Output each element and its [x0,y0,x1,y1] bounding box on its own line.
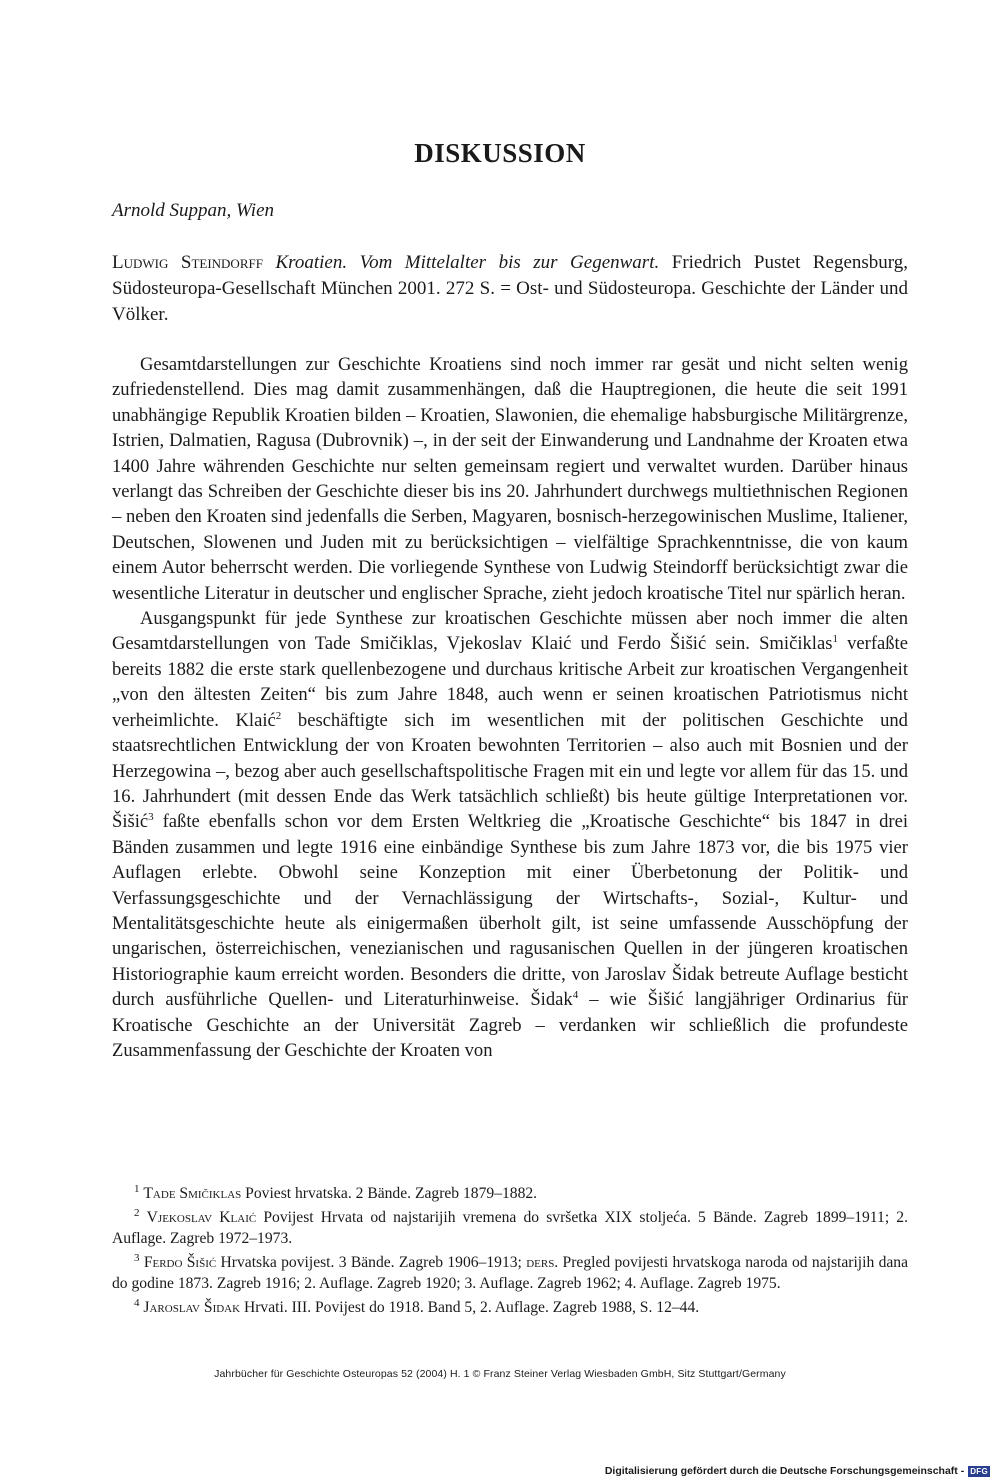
review-body [112,352,908,1063]
paragraph-2-part: – wie Šišić langjähriger Ordinarius für Kroatische Geschichte an der Universität Zagreb – verdanken wir schließlich die profundeste Zusammenfassung der Geschichte der Kroaten von [112,989,908,1061]
footnote-ref-2: 2 [275,709,282,722]
review-author: Arnold Suppan, Wien [112,200,275,221]
publication-details: Friedrich Pustet Regensburg, Südosteuropa-Gesellschaft München 2001. 272 S. = Ost- und Südosteuropa. Geschichte der Länder und Völker. [112,252,909,325]
footnote-ref-3: 3 [148,811,154,824]
footnote-3 [112,1252,908,1294]
footnote-number: 4 [134,1296,140,1309]
paragraph-2-part: beschäftigte sich im wesentlichen mit der politischen Geschichte und staatsrechtlichen Entwicklung der von Kroaten bewohnten Territorien – also auch mit Bosnien und der Herzegowina –, bezog aber auch gesellschaftspolitische Fragen mit ein und legte vor allem für das 15. und 16. Jahrhundert (mit dessen Ende das Werk tatsächlich schließt) bis heute gültige Interpretationen vor. Šišić [112,709,908,833]
digitization-notice [605,1465,990,1477]
footnote-text: Poviest hrvatska. 2 Bände. Zagreb 1879–1882. [241,1185,538,1202]
section-heading: DISKUSSION [414,138,586,168]
reviewed-book-citation [112,250,908,328]
book-author: Ludwig Steindorff [112,252,263,273]
dfg-logo: DFG [970,1466,988,1476]
digitization-text: Digitalisierung gefördert durch die Deutsche Forschungsgemeinschaft - [604,1465,965,1477]
paragraph-2-part: Ausgangspunkt für jede Synthese zur kroatischen Geschichte müssen aber noch immer die alten Gesamtdarstellungen von Tade Smičiklas, Vjekoslav Klaić und Ferdo Šišić sein. Smičiklas [112,608,908,655]
paragraph-2-part: verfaßte bereits 1882 die erste stark quellenbezogene und durchaus kritische Arbeit zur kroatischen Vergangenheit „von den ältesten Zeiten“ bis zum Jahre 1848, auch wenn er seinen kroatischen Patriotismus nicht verheimlichte. Klaić [112,633,908,731]
footnote-number: 2 [134,1206,140,1219]
footnote-author: Vjekoslav Klaić [146,1209,257,1226]
footnote-2 [112,1207,908,1249]
paragraph-2 [112,606,908,1063]
footnote-1 [112,1183,908,1204]
footnote-author: Jaroslav Šidak [143,1299,241,1316]
footnote-4 [112,1297,908,1318]
footnote-author: Tade Smičiklas [143,1185,242,1202]
footnote-number: 1 [134,1182,140,1195]
footnote-text: Povijest Hrvata od najstarijih vremena do svršetka XIX stoljeća. 5 Bände. Zagreb 1899–1911; 2. Auflage. Zagreb 1972–1973. [112,1209,908,1247]
journal-footer: Jahrbücher für Geschichte Osteuropas 52 (2004) H. 1 © Franz Steiner Verlag Wiesbaden GmbH, Sitz Stuttgart/Germany [214,1368,786,1380]
paragraph-1: Gesamtdarstellungen zur Geschichte Kroatiens sind noch immer rar gesät und nicht selten wenig zufriedenstellend. Dies mag damit zusammenhängen, daß die Hauptregionen, die heute die seit 1991 unabhängige Republik Kroatien bilden – Kroatien, Slawonien, die ehemalige habsburgische Militärgrenze, Istrien, Dalmatien, Ragusa (Dubrovnik) –, in der seit der Einwanderung und Landnahme der Kroaten etwa 1400 Jahre währenden Geschichte nur selten gemeinsam regiert und verwaltet wurden. Darüber hinaus verlangt das Schreiben der Geschichte dieser bis ins 20. Jahrhundert durchwegs multiethnischen Regionen – neben den Kroaten sind jedenfalls die Serben, Magyaren, bosnisch-herzegowinischen Muslime, Italiener, Deutschen, Slowenen und Juden mit zu berücksichtigen – vielfältige Sprachkenntnisse, die von kaum einem Autor beherrscht werden. Die vorliegende Synthese von Ludwig Steindorff berücksichtigt zwar die wesentliche Literatur in deutscher und englischer Sprache, zieht jedoch kroatische Titel nur spärlich heran. [112,354,908,604]
footnotes [112,1183,908,1321]
book-title: Kroatien. Vom Mittelalter bis zur Gegenwart. [275,252,660,273]
footnote-number: 3 [134,1251,140,1264]
footnote-author: Ferdo Šišić [143,1254,217,1271]
footnote-author-ibid: ders. [526,1254,559,1271]
footnote-text: Hrvatska povijest. 3 Bände. Zagreb 1906–1913; [216,1254,527,1271]
footnote-text: Hrvati. III. Povijest do 1918. Band 5, 2. Auflage. Zagreb 1988, S. 12–44. [240,1299,700,1316]
footnote-ref-1: 1 [832,633,838,646]
paragraph-2-part: faßte ebenfalls schon vor dem Ersten Weltkrieg die „Kroatische Geschichte“ bis 1847 in drei Bänden zusammen und legte 1916 eine einbändige Synthese bis zum Jahre 1873 vor, die bis 1975 vier Auflagen erlebte. Obwohl seine Konzeption mit einer Überbetonung der Politik- und Verfassungsgeschichte und der Vernachlässigung der Wirtschafts-, Sozial-, Kultur- und Mentalitätsgeschichte heute als einigermaßen überholt gilt, ist seine umfassende Ausschöpfung der ungarischen, österreichischen, venezianischen und ragusanischen Quellen in der jüngeren kroatischen Historiographie kaum erreicht worden. Besonders die dritte, von Jaroslav Šidak betreute Auflage besticht durch ausführliche Quellen- und Literaturhinweise. Šidak [112,811,908,1011]
footnote-text: Pregled povijesti hrvatskoga naroda od najstarijih dana do godine 1873. Zagreb 1916; 2. Auflage. Zagreb 1920; 3. Auflage. Zagreb 1962; 4. Auflage. Zagreb 1975. [112,1254,909,1292]
footnote-ref-4: 4 [572,988,579,1001]
